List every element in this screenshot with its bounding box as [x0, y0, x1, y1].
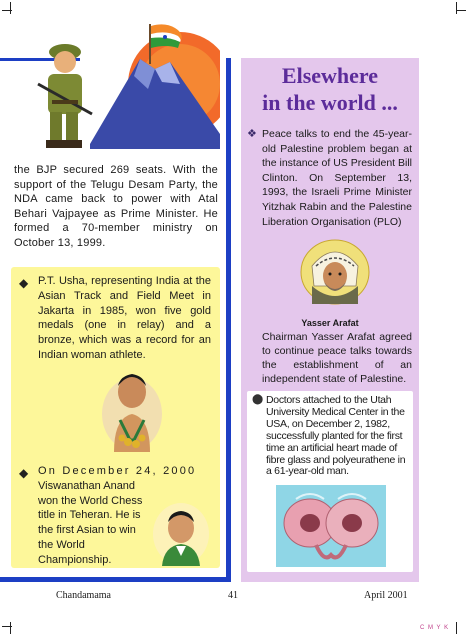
bjp-paragraph: the BJP secured 269 seats. With the support of the Telugu Desam Party, the NDA came back to power with Atal Behari Vajpayee as Prime Minister. He formed a 70-member ministry on October 13, 1999.: [14, 164, 218, 249]
anand-date-line: On December 24, 2000: [38, 465, 197, 477]
elsewhere-title: [241, 62, 419, 116]
title-line-2: in the world ...: [262, 90, 398, 115]
diamond-bullet-icon: ◆: [19, 466, 29, 480]
crop-mark: [2, 10, 12, 11]
yasser-arafat-portrait: [300, 236, 370, 306]
crop-mark: [456, 10, 466, 11]
arafat-paragraph: Chairman Yasser Arafat agreed to continue peace talks towards the establishment of an independent state of Palestine.: [262, 331, 412, 385]
footer-page-number: 41: [228, 590, 238, 601]
cmyk-text: C M Y K: [420, 625, 450, 631]
peace-talks-paragraph: Peace talks to end the 45-year-old Palestine problem began at the instance of US President Bill Clinton. On September 13, 1993, the Israeli Prime Minister Yitzhak Rabin and the Palestine Liberation Organisation (PLO): [262, 128, 412, 228]
anand-body: Viswanathan Anand won the World Chess title in Teheran. He is the first Asian to win the World Championship.: [38, 479, 143, 566]
viswanathan-anand-portrait: [152, 500, 210, 566]
title-line-1: Elsewhere: [281, 63, 379, 88]
crop-mark: [456, 622, 457, 634]
artificial-heart-paragraph: Doctors attached to the Utah University Medical Center in the USA, on December 2, 1982, successfully planted for the first time an artificial heart made of fibre glass and polyeurathene in a 61-year-old man.: [266, 394, 406, 478]
star-bullet-icon: ❖: [247, 128, 257, 140]
cmyk-registration: [420, 625, 449, 631]
crop-mark: [10, 2, 11, 14]
circle-bullet-icon: ⬤: [252, 394, 264, 405]
arafat-caption: Yasser Arafat: [301, 318, 359, 328]
soldier-flag-illustration: [30, 14, 220, 159]
usha-paragraph: P.T. Usha, representing India at the Asian Track and Field Meet in Jakarta in 1985, won five gold medals (one in relay) and a bronze, which was a record for an Indian woman athlete.: [38, 275, 211, 361]
footer-magazine-name: Chandamama: [56, 590, 111, 601]
pt-usha-portrait: [100, 362, 164, 452]
diamond-bullet-icon: ◆: [19, 276, 29, 290]
crop-mark: [2, 626, 12, 627]
crop-mark: [456, 2, 457, 14]
artificial-heart-image: [276, 485, 386, 567]
footer-date: April 2001: [364, 590, 408, 601]
crop-mark: [10, 622, 11, 634]
